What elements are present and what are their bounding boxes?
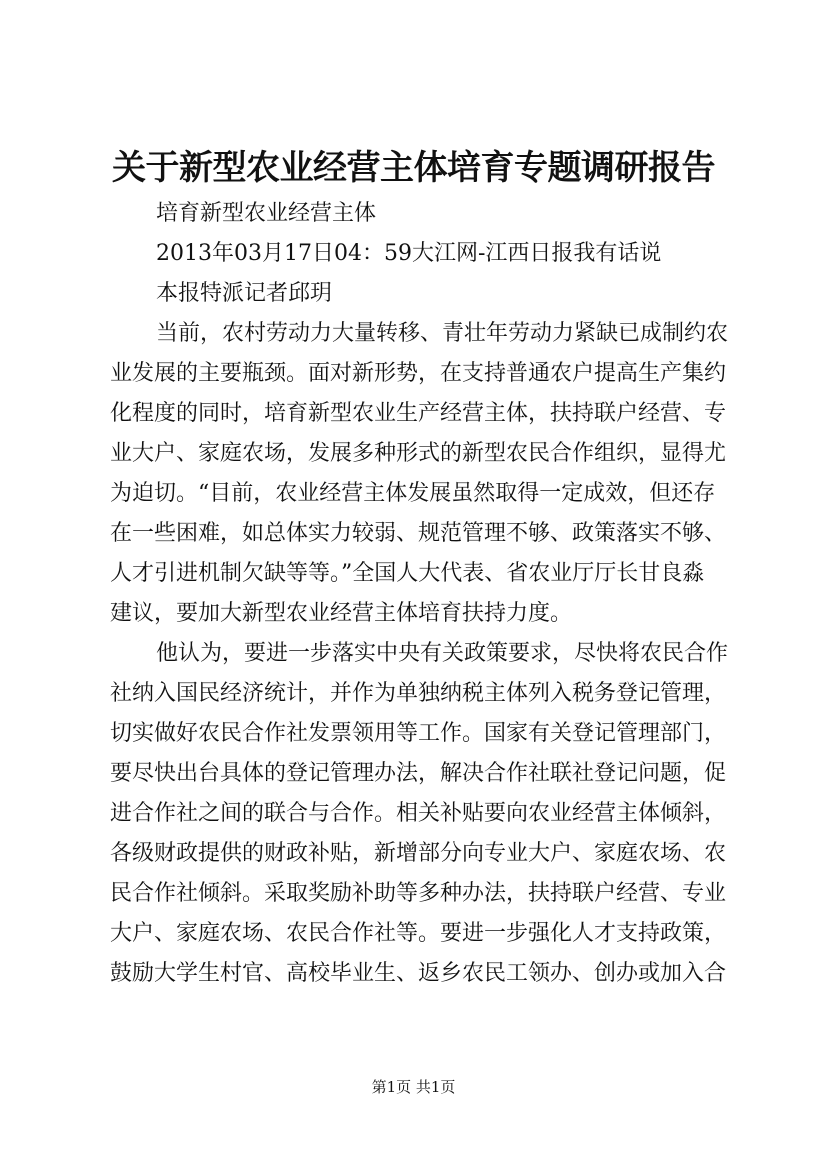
paragraph-line: 社纳入国民经济统计，并作为单独纳税主体列入税务登记管理， <box>110 681 727 706</box>
paragraph-line: 在一些困难，如总体实力较弱、规范管理不够、政策落实不够、 <box>110 521 727 546</box>
page-footer: 第1页 共1页 <box>371 1078 456 1096</box>
paragraph-line: 他认为，要进一步落实中央有关政策要求，尽快将农民合作 <box>156 641 729 666</box>
paragraph-line: 大户、家庭农场、农民合作社等。要进一步强化人才支持政策， <box>110 921 727 946</box>
paragraph-line: 化程度的同时，培育新型农业生产经营主体，扶持联户经营、专 <box>110 401 727 426</box>
page-title: 关于新型农业经营主体培育专题调研报告 <box>112 148 715 188</box>
document-body <box>110 194 729 994</box>
paragraph-line: 当前，农村劳动力大量转移、青壮年劳动力紧缺已成制约农 <box>156 321 729 346</box>
paragraph-line: 进合作社之间的联合与合作。相关补贴要向农业经营主体倾斜， <box>110 801 727 826</box>
paragraph-line: 各级财政提供的财政补贴，新增部分向专业大户、家庭农场、农 <box>110 841 727 866</box>
byline: 本报特派记者邱玥 <box>156 281 333 306</box>
paragraph-line: 鼓励大学生村官、高校毕业生、返乡农民工领办、创办或加入合 <box>110 961 727 986</box>
dateline: 2013年03月17日04：59大江网-江西日报我有话说 <box>156 241 662 266</box>
paragraph-1 <box>110 314 729 634</box>
paragraph-line: 民合作社倾斜。采取奖励补助等多种办法，扶持联户经营、专业 <box>110 881 727 906</box>
paragraph-line: 建议，要加大新型农业经营主体培育扶持力度。 <box>110 601 573 626</box>
subtitle-line: 培育新型农业经营主体 <box>156 201 377 226</box>
paragraph-line: 业发展的主要瓶颈。面对新形势，在支持普通农户提高生产集约 <box>110 361 727 386</box>
paragraph-line: 人才引进机制欠缺等等。”全国人大代表、省农业厅厅长甘良淼 <box>110 561 705 586</box>
paragraph-line: 业大户、家庭农场，发展多种形式的新型农民合作组织，显得尤 <box>110 441 727 466</box>
paragraph-2 <box>110 634 729 994</box>
paragraph-line: 切实做好农民合作社发票领用等工作。国家有关登记管理部门， <box>110 721 727 746</box>
paragraph-line: 为迫切。“目前，农业经营主体发展虽然取得一定成效，但还存 <box>110 481 716 506</box>
paragraph-line: 要尽快出台具体的登记管理办法，解决合作社联社登记问题，促 <box>110 761 727 786</box>
